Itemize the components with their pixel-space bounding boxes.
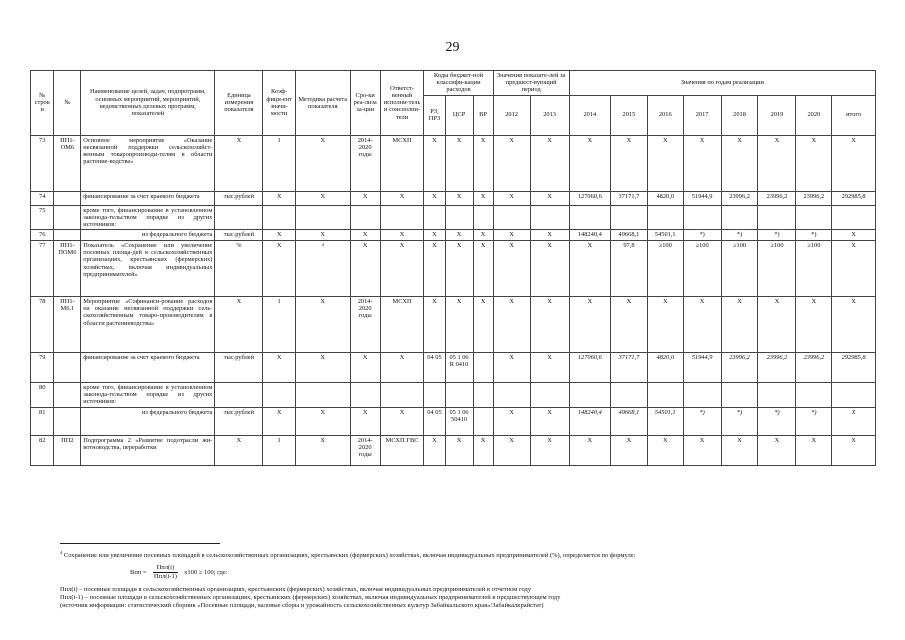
header-year: 2017 (683, 95, 721, 135)
cell-unit: тыс.рублей (215, 407, 263, 435)
cell-value: ≥100 (647, 241, 683, 297)
cell-v2012: Х (493, 435, 530, 465)
header-method: Методика расчета показателя (295, 71, 350, 136)
cell-value: 49668,1 (611, 230, 648, 241)
cell-exec: Х (380, 230, 424, 241)
cell-csr: Х (445, 191, 473, 205)
footnote-text: Сохранение или увеличение посевных площадей в сельскохозяйственных организациях, крестьянских (фермерских) хозяйствах, включая индивидуальных предпринимателей (%), определяется по формуле: (63, 552, 636, 560)
cell-code (54, 383, 81, 408)
cell-v2012: Х (493, 297, 530, 353)
cell-rz: Х (424, 241, 445, 297)
cell-vr: Х (473, 230, 493, 241)
cell-v2013 (530, 383, 569, 408)
cell-value: Х (569, 435, 610, 465)
cell-method: Х (295, 297, 350, 353)
table-row (31, 205, 876, 230)
cell-value: Х (832, 135, 876, 191)
cell-method: 4 (295, 241, 350, 297)
cell-value: 37171,7 (611, 353, 648, 383)
cell-v2013: Х (530, 297, 569, 353)
formula-numerator: Ппл(i) (153, 564, 179, 573)
cell-value: Х (683, 135, 721, 191)
cell-value: 51944,9 (683, 353, 721, 383)
cell-value: 292985,8 (832, 191, 876, 205)
table-row (31, 230, 876, 241)
cell-rz: Х (424, 230, 445, 241)
cell-name: кроме того, финансирование в установленном законода-тельством порядке из других источников: (81, 205, 215, 230)
cell-v2012: Х (493, 230, 530, 241)
cell-value: 23996,2 (796, 353, 832, 383)
cell-value: *) (758, 230, 796, 241)
cell-method (295, 205, 350, 230)
cell-value: Х (569, 241, 610, 297)
cell-method: Х (295, 435, 350, 465)
cell-method: Х (295, 135, 350, 191)
cell-v2013: Х (530, 435, 569, 465)
cell-csr: Х (445, 230, 473, 241)
cell-coef: 1 (263, 135, 295, 191)
cell-row-number: 75 (31, 205, 54, 230)
table-row (31, 135, 876, 191)
header-year: 2018 (721, 95, 758, 135)
table-row (31, 383, 876, 408)
header-year: 2014 (569, 95, 610, 135)
cell-value: 54501,1 (647, 407, 683, 435)
header-2012: 2012 (493, 95, 530, 135)
cell-v2012: Х (493, 241, 530, 297)
cell-value: Х (683, 297, 721, 353)
cell-value: Х (611, 135, 648, 191)
header-name: Наименование целей, задач, подпрограмм, основных мероприятий, мероприятий, ведомственных целевых программ, показателей (81, 71, 215, 136)
cell-row-number: 78 (31, 297, 54, 353)
cell-value: Х (832, 435, 876, 465)
cell-value: 148240,4 (569, 407, 610, 435)
cell-code: ПП1-ОМ6 (54, 135, 81, 191)
footnote-line: Ппл(i-1) – посевные площади в сельскохозяйственных организациях, крестьянских (фермерских) хозяйствах, включая индивидуальных предпринимателей в предшествующем году (60, 593, 561, 601)
cell-unit (215, 205, 263, 230)
table-row (31, 297, 876, 353)
cell-rz: 04 05 (424, 407, 445, 435)
cell-unit: % (215, 241, 263, 297)
cell-vr (473, 383, 493, 408)
cell-row-number: 73 (31, 135, 54, 191)
cell-exec: Х (380, 191, 424, 205)
cell-row-number: 76 (31, 230, 54, 241)
cell-coef: 1 (263, 297, 295, 353)
cell-value: *) (721, 230, 758, 241)
cell-coef (263, 383, 295, 408)
cell-code (54, 191, 81, 205)
cell-value: 51944,9 (683, 191, 721, 205)
cell-value: 23996,2 (758, 353, 796, 383)
cell-value: 292985,8 (832, 353, 876, 383)
cell-code (54, 353, 81, 383)
cell-coef: Х (263, 191, 295, 205)
cell-vr: Х (473, 241, 493, 297)
cell-method (295, 383, 350, 408)
cell-vr (473, 407, 493, 435)
formula-lhs: Впп = (130, 568, 147, 576)
cell-v2013: Х (530, 407, 569, 435)
footnote-divider (60, 543, 220, 544)
cell-rz: Х (424, 435, 445, 465)
cell-value: Х (721, 297, 758, 353)
footnote-marker: 4 (60, 550, 63, 555)
cell-rz: 04 05 (424, 353, 445, 383)
page-number: 29 (445, 40, 460, 55)
cell-value (647, 383, 683, 408)
cell-term: Х (350, 191, 380, 205)
cell-value (569, 383, 610, 408)
cell-unit: тыс.рублей (215, 191, 263, 205)
cell-unit: тыс.рублей (215, 230, 263, 241)
cell-value (683, 383, 721, 408)
cell-value (611, 205, 648, 230)
cell-value: 127060,6 (569, 353, 610, 383)
cell-value: *) (796, 230, 832, 241)
cell-unit: Х (215, 435, 263, 465)
header-year: 2019 (758, 95, 796, 135)
cell-value: Х (758, 135, 796, 191)
cell-code: ПП1-М6.1 (54, 297, 81, 353)
cell-v2012: Х (493, 135, 530, 191)
cell-value (611, 383, 648, 408)
cell-rz: Х (424, 135, 445, 191)
cell-value: 4820,0 (647, 353, 683, 383)
cell-csr (445, 383, 473, 408)
cell-v2012: Х (493, 191, 530, 205)
cell-name: Мероприятие «Софинанси-рование расходов на оказание несвязанной поддержки сель-скохозяйственным товаро-производителям в области растениеводства» (81, 297, 215, 353)
program-table (30, 70, 876, 466)
table-row (31, 435, 876, 465)
footnote-line: (источник информации: статистический сборник «Посевные площади, валовые сборы и урожайность сельскохозяйственных культур Забайкальского края»/Забайкалкрайстат) (60, 601, 544, 609)
cell-unit (215, 383, 263, 408)
cell-vr (473, 353, 493, 383)
header-row-no: № строки (31, 71, 54, 136)
cell-method: Х (295, 353, 350, 383)
cell-name: Показатель «Сохранение или увеличение посевных площа-дей в сельскохозяйственных организациях, крестьянских (фермерских) хозяйствах, включая индивидуальных предпринимателей» (81, 241, 215, 297)
cell-row-number: 79 (31, 353, 54, 383)
cell-value: 127060,6 (569, 191, 610, 205)
formula-denominator: Ппл(i-1) (153, 573, 177, 581)
cell-method: Х (295, 230, 350, 241)
cell-value: 4820,0 (647, 191, 683, 205)
cell-value (758, 383, 796, 408)
cell-v2012 (493, 383, 530, 408)
cell-value: Х (832, 407, 876, 435)
cell-name: Подпрограмма 2 «Развитие подотрасли жи-вотноводства, переработки (81, 435, 215, 465)
cell-coef: Х (263, 353, 295, 383)
cell-code: ПП2 (54, 435, 81, 465)
cell-value: 97,8 (611, 241, 648, 297)
header-rz: РЗ, ПРЗ (424, 95, 445, 135)
cell-value: 49668,1 (611, 407, 648, 435)
cell-rz: Х (424, 191, 445, 205)
cell-row-number: 82 (31, 435, 54, 465)
cell-csr: Х (445, 135, 473, 191)
cell-value (683, 205, 721, 230)
cell-value: Х (832, 297, 876, 353)
cell-csr: 05 1 06 R 0410 (445, 353, 473, 383)
table-row (31, 407, 876, 435)
cell-name: из федерального бюджета (81, 230, 215, 241)
cell-code: ПП1-ПОМ6 (54, 241, 81, 297)
cell-method: Х (295, 407, 350, 435)
cell-value: Х (683, 435, 721, 465)
cell-vr: Х (473, 135, 493, 191)
cell-value (832, 383, 876, 408)
cell-value (569, 205, 610, 230)
header-coef: Коэф-фици-ент значи-мости (263, 71, 295, 136)
cell-value: Х (647, 297, 683, 353)
header-year: 2016 (647, 95, 683, 135)
cell-row-number: 80 (31, 383, 54, 408)
header-codes: Коды бюджет-ной классифи-кации расходов (424, 71, 493, 96)
cell-value: Х (796, 135, 832, 191)
cell-value: ≥100 (758, 241, 796, 297)
cell-term: 2014-2020 годы (350, 135, 380, 191)
header-vr: ВР (473, 95, 493, 135)
cell-csr: Х (445, 297, 473, 353)
cell-name: Основное мероприятие «Оказание несвязанной поддержки сельскохозяйст-венным товаропроизводи-телям в области растение-водства» (81, 135, 215, 191)
cell-v2012: Х (493, 407, 530, 435)
cell-value: Х (721, 435, 758, 465)
cell-value: Х (647, 135, 683, 191)
cell-value: ≥100 (683, 241, 721, 297)
cell-value: *) (721, 407, 758, 435)
cell-exec (380, 383, 424, 408)
cell-name: из федерального бюджета (81, 407, 215, 435)
cell-v2012: Х (493, 353, 530, 383)
table-row (31, 241, 876, 297)
cell-exec: Х (380, 241, 424, 297)
header-total: итого (832, 95, 876, 135)
cell-vr: Х (473, 191, 493, 205)
cell-value: 23996,2 (721, 191, 758, 205)
cell-exec: Х (380, 353, 424, 383)
cell-value: Х (796, 435, 832, 465)
cell-method: Х (295, 191, 350, 205)
table-header (31, 71, 876, 136)
footnote (60, 550, 860, 610)
cell-value (758, 205, 796, 230)
cell-value: Х (832, 230, 876, 241)
cell-value: Х (832, 241, 876, 297)
cell-value: 23996,2 (758, 191, 796, 205)
cell-value (647, 205, 683, 230)
cell-exec: МСХП (380, 135, 424, 191)
table-row (31, 191, 876, 205)
cell-value: ≥100 (796, 241, 832, 297)
cell-row-number: 77 (31, 241, 54, 297)
cell-term: 2014-2020 годы (350, 435, 380, 465)
cell-exec: Х (380, 407, 424, 435)
cell-value (796, 383, 832, 408)
cell-name: финансирование за счет краевого бюджета (81, 353, 215, 383)
header-executor: Ответст-венный исполни-тель и соисполни-тели (380, 71, 424, 136)
cell-name: финансирование за счет краевого бюджета (81, 191, 215, 205)
header-prev: Значения показате-лей за предшест-вующий период (493, 71, 569, 96)
cell-value: 37171,7 (611, 191, 648, 205)
cell-code (54, 205, 81, 230)
cell-value: 148240,4 (569, 230, 610, 241)
cell-value: 54501,1 (647, 230, 683, 241)
cell-value (721, 383, 758, 408)
cell-value: 23996,2 (721, 353, 758, 383)
header-2013: 2013 (530, 95, 569, 135)
formula (130, 564, 860, 581)
header-unit: Единица измерения показателя (215, 71, 263, 136)
cell-rz: Х (424, 297, 445, 353)
cell-unit: тыс.рублей (215, 353, 263, 383)
cell-value: Х (721, 135, 758, 191)
cell-csr: Х (445, 435, 473, 465)
cell-value (721, 205, 758, 230)
header-years-group: Значения по годам реализации (569, 71, 875, 96)
cell-coef: 1 (263, 435, 295, 465)
header-csr: ЦСР (445, 95, 473, 135)
cell-code (54, 407, 81, 435)
cell-value: Х (758, 297, 796, 353)
cell-vr (473, 205, 493, 230)
cell-value: Х (796, 297, 832, 353)
header-term: Сро-ки реа-лиза за-ции (350, 71, 380, 136)
cell-row-number: 74 (31, 191, 54, 205)
table-body (31, 135, 876, 465)
cell-value: *) (758, 407, 796, 435)
cell-value: *) (796, 407, 832, 435)
cell-term (350, 205, 380, 230)
cell-csr: Х (445, 241, 473, 297)
cell-code (54, 230, 81, 241)
cell-term: Х (350, 230, 380, 241)
cell-name: кроме того, финансирование в установленном законода-тельством порядке из других источников: (81, 383, 215, 408)
cell-unit: Х (215, 135, 263, 191)
cell-v2013: Х (530, 230, 569, 241)
cell-v2013: Х (530, 135, 569, 191)
footnote-line: Ппл(i) – посевные площади в сельскохозяйственных организациях, крестьянских (фермерских) хозяйствах, включая индивидуальных предпринимателей в отчетном году (60, 585, 532, 593)
table-row (31, 353, 876, 383)
cell-v2013 (530, 205, 569, 230)
cell-term: Х (350, 241, 380, 297)
cell-v2013: Х (530, 353, 569, 383)
cell-coef: Х (263, 230, 295, 241)
cell-term (350, 383, 380, 408)
header-no: № (54, 71, 81, 136)
cell-value: Х (569, 135, 610, 191)
header-year: 2015 (611, 95, 648, 135)
cell-rz (424, 205, 445, 230)
cell-v2012 (493, 205, 530, 230)
cell-value: Х (611, 297, 648, 353)
cell-value: Х (758, 435, 796, 465)
cell-value: ≥100 (721, 241, 758, 297)
cell-csr (445, 205, 473, 230)
cell-csr: 05 1 06 50410 (445, 407, 473, 435)
cell-coef: Х (263, 241, 295, 297)
cell-value: Х (611, 435, 648, 465)
cell-unit: Х (215, 297, 263, 353)
cell-exec: МСХП ГВС (380, 435, 424, 465)
header-year: 2020 (796, 95, 832, 135)
cell-value (832, 205, 876, 230)
footnote-intro (60, 550, 860, 560)
cell-exec (380, 205, 424, 230)
cell-term: Х (350, 353, 380, 383)
cell-value: Х (647, 435, 683, 465)
cell-value: *) (683, 230, 721, 241)
formula-rhs: х100 ≥ 100; где: (184, 568, 228, 576)
cell-term: Х (350, 407, 380, 435)
cell-coef (263, 205, 295, 230)
cell-value (796, 205, 832, 230)
cell-term: 2014-2020 годы (350, 297, 380, 353)
cell-exec: МСХП (380, 297, 424, 353)
cell-value: *) (683, 407, 721, 435)
cell-vr: Х (473, 435, 493, 465)
cell-v2013: Х (530, 191, 569, 205)
cell-rz (424, 383, 445, 408)
cell-value: Х (569, 297, 610, 353)
cell-coef: Х (263, 407, 295, 435)
cell-row-number: 81 (31, 407, 54, 435)
cell-value: 23996,2 (796, 191, 832, 205)
cell-vr: Х (473, 297, 493, 353)
cell-v2013: Х (530, 241, 569, 297)
formula-fraction (153, 564, 179, 581)
